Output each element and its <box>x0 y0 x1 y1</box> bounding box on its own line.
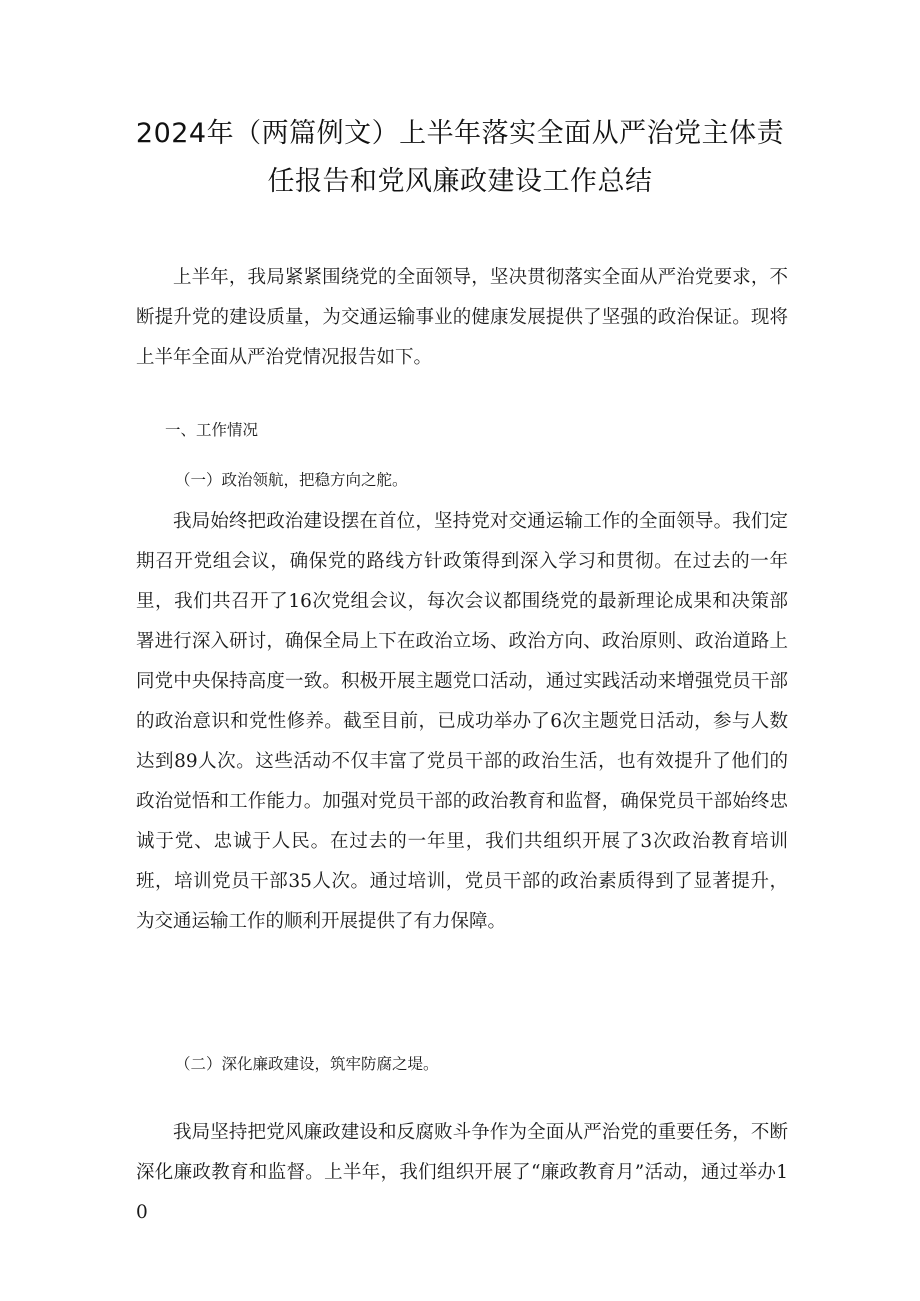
document-title-line-2: 任报告和党风廉政建设工作总结 <box>267 166 653 197</box>
section-heading-work-status: 一、工作情况 <box>165 421 259 439</box>
integrity-building-paragraph: 我局坚持把党风廉政建设和反腐败斗争作为全面从严治党的重要任务，不断深化廉政教育和监督。上半年，我们组织开展了“廉政教育月”活动，通过举办10 <box>136 1122 788 1223</box>
intro-paragraph: 上半年，我局紧紧围绕党的全面领导，坚决贯彻落实全面从严治党要求，不断提升党的建设质量，为交通运输事业的健康发展提供了坚强的政治保证。现将上半年全面从严治党情况报告如下。 <box>136 267 788 368</box>
document-title-line-1: 2024年（两篇例文）上半年落实全面从严治党主体责 <box>135 118 785 149</box>
subsection-heading-integrity-building: （二）深化廉政建设，筑牢防腐之堤。 <box>175 1055 439 1073</box>
subsection-heading-political-leadership: （一）政治领航，把稳方向之舵。 <box>175 471 408 489</box>
political-leadership-paragraph: 我局始终把政治建设摆在首位，坚持党对交通运输工作的全面领导。我们定期召开党组会议，确保党的路线方针政策得到深入学习和贯彻。在过去的一年里，我们共召开了16次党组会议，每次会议都围绕党的最新理论成果和决策部署进行深入研讨，确保全局上下在政治立场、政治方向、政治原则、政治道路上同党中央保持高度一致。积极开展主题党口活动，通过实践活动来增强党员干部的政治意识和党性修养。截至目前，已成功举办了6次主题党日活动，参与人数达到89人次。这些活动不仅丰富了党员干部的政治生活，也有效提升了他们的政治觉悟和工作能力。加强对党员干部的政治教育和监督，确保党员干部始终忠诚于党、忠诚于人民。在过去的一年里，我们共组织开展了3次政治教育培训班，培训党员干部35人次。通过培训，党员干部的政治素质得到了显著提升，为交通运输工作的顺利开展提供了有力保障。 <box>136 511 788 932</box>
